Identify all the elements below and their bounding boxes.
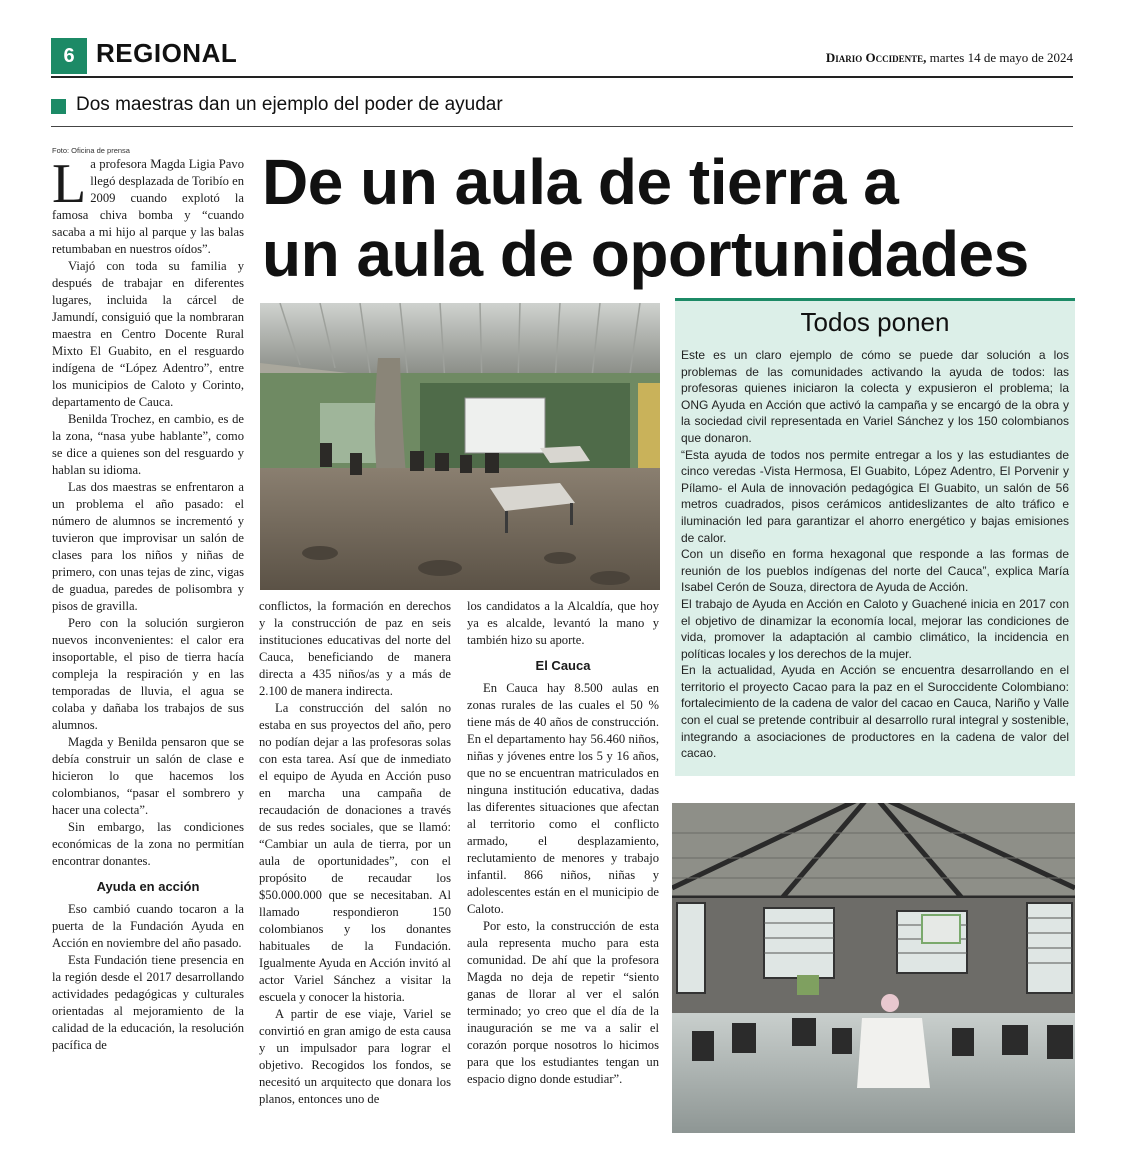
paper-name: Diario Occidente, xyxy=(825,50,927,65)
masthead-dateline xyxy=(826,50,1073,66)
paragraph: Sin embargo, las condiciones económicas de la zona no permitían encontrar donantes. xyxy=(52,820,244,868)
header-rule xyxy=(51,76,1073,78)
drop-cap: L xyxy=(52,153,87,215)
photo-new-classroom xyxy=(672,803,1075,1133)
paragraph-text: a profesora Magda Ligia Pavo llegó desplazada de Toribío en 2009 cuando explotó la famosa chiva bomba y “cuando sacaba a mi hijo al parque y las balas retumbaban en nuestros oídos”. xyxy=(52,157,244,256)
paragraph: Por esto, la construcción de esta aula representa mucho para esta comunidad. De ahí que la profesora Magda no deja de repetir “siento ganas de llorar al ver el salón terminado; yo creo que el día de la inauguración se me va a salir el corazón porque nosotros lo hicimos para que los estudiantes tengan un espacio digno donde estudiar”. xyxy=(467,919,659,1086)
paragraph: En la actualidad, Ayuda en Acción se encuentra desarrollando en el territorio el proyecto Cacao para la paz en el Suroccidente Colombiano: fortalecimiento de la cadena de valor del cacao en Cauca, Nariño y Valle con el cual se pretende contribuir al desarrollo rural integral y sostenible, integrando a asociaciones de productores en la cadena de valor del cacao. xyxy=(681,663,1069,761)
paragraph: Con un diseño en forma hexagonal que responde a las formas de reunión de los pueblos indígenas del norte del Cauca”, explica María Isabel Cerón de Souza, directora de Ayuda de Acción. xyxy=(681,547,1069,595)
kicker-rule xyxy=(51,126,1073,127)
subheading: El Cauca xyxy=(535,658,591,673)
photo-credit: Foto: Oficina de prensa xyxy=(52,146,130,155)
paragraph: Esta Fundación tiene presencia en la región desde el 2017 desarrollando actividades pedagógicas y culturales orientadas al mejoramiento de la calidad de la educación, la resolución pacífica de xyxy=(52,953,244,1052)
paragraph: La construcción del salón no estaba en sus proyectos del año, pero no podían dejar a las profesoras solas con esta tarea. Así que de inmediato el equipo de Ayuda en Acción puso en marcha una campaña de recaudación de donaciones a través de sus redes sociales, que se llamó: “Cambiar un aula de tierra, por un aula de oportunidades”, con el propósito de recaudar los $50.000.000 que se necesitaban. Al llamado respondieron 150 colombianos y los donantes habituales de la Fundación. Igualmente Ayuda en Acción invitó al actor Variel Sánchez a visitar la escuela y conocer la historia. xyxy=(259,701,451,1004)
article-column-3 xyxy=(467,598,659,1088)
section-title: REGIONAL xyxy=(96,38,238,68)
paragraph: Las dos maestras se enfrentaron a un problema el año pasado: el número de alumnos se incrementó y tuvieron que improvisar un salón de clases para los niños y niñas de primero, con unas tejas de zinc, vigas de guadua, paredes de polisombra y pisos de gravilla. xyxy=(52,480,244,613)
paragraph: conflictos, la formación en derechos y la construcción de paz en seis instituciones educativas del norte del Cauca, beneficiando de manera directa a 435 niños/as y a más de 2.100 de manera indirecta. xyxy=(259,599,451,698)
dirt-classroom-illustration xyxy=(260,303,660,590)
paragraph: Eso cambió cuando tocaron a la puerta de la Fundación Ayuda en Acción en noviembre del año pasado. xyxy=(52,902,244,950)
headline-line-1: De un aula de tierra a xyxy=(262,146,899,218)
sidebar-box-title: Todos ponen xyxy=(800,307,950,337)
sidebar-box xyxy=(675,298,1075,776)
paragraph: A partir de ese viaje, Variel se convirtió en gran amigo de esta causa y un impulsador para lograr el objetivo. Recogidos los fondos, se necesitó un arquitecto que donara los planos, entonces uno de xyxy=(259,1007,451,1106)
subheading: Ayuda en acción xyxy=(96,879,200,894)
paragraph xyxy=(52,153,244,258)
article-column-2 xyxy=(259,598,451,1108)
article-column-1 xyxy=(52,153,244,1054)
page-number: 6 xyxy=(51,38,87,74)
headline xyxy=(262,146,1077,290)
photo-dirt-classroom xyxy=(260,303,660,590)
paragraph: Magda y Benilda pensaron que se debía construir un salón de clase e hicieron lo que hacemos los colombianos, “pasar el sombrero y hacer una colecta”. xyxy=(52,735,244,817)
paragraph: Viajó con toda su familia y después de trabajar en diferentes lugares, incluida la cárcel de Jamundí, consiguió que la nombraran maestra en Centro Docente Rural Mixto El Guabito, en el resguardo indígena de “López Adentro”, entre los municipios de Caloto y Corinto, departamento de Cauca. xyxy=(52,259,244,409)
sidebar-box-body xyxy=(681,347,1069,762)
paragraph: Pero con la solución surgieron nuevos inconvenientes: el calor era insoportable, el piso de tierra hacía compleja la respiración y en las temporadas de lluvia, el agua se colaba y dañaba los trabajos de sus alumnos. xyxy=(52,616,244,732)
paragraph: los candidatos a la Alcaldía, que hoy ya es alcalde, levantó la mano y también hizo su aporte. xyxy=(467,599,659,647)
paragraph: Este es un claro ejemplo de cómo se puede dar solución a los problemas de las comunidades activando la ayuda de todos: las profesoras quienes iniciaron la colecta y expusieron el problema; la ONG Ayuda en Acción que activó la campaña y se encargó de la obra y la sociedad civil representada en Variel Sánchez y los 150 colombianos que donaron. xyxy=(681,348,1069,445)
paragraph: En Cauca hay 8.500 aulas en zonas rurales de las cuales el 50 % tiene más de 40 años de construcción. En el departamento hay 56.460 niños, niñas y jóvenes entre los 5 y 16 años, que no se encuentran matriculados en ninguna institución educativa, dadas las diferentes situaciones que afectan al territorio como el conflicto armado, el desplazamiento, reclutamiento de menores y trabajo infantil. 866 niños, niñas y adolescentes están en el municipio de Caloto. xyxy=(467,681,659,916)
new-classroom-illustration xyxy=(672,803,1075,1133)
kicker-square-icon xyxy=(51,99,66,114)
kicker: Dos maestras dan un ejemplo del poder de ayudar xyxy=(76,94,503,115)
paragraph: El trabajo de Ayuda en Acción en Caloto y Guachené inicia en 2017 con el objetivo de dinamizar la economía local, mejorar las condiciones de vida, promover la adaptación al cambio climático, la incidencia en políticas locales y los derechos de la mujer. xyxy=(681,596,1069,661)
paragraph: “Esta ayuda de todos nos permite entregar a los y las estudiantes de cinco veredas -Vista Hermosa, El Guabito, López Adentro, El Porvenir y Pílamo- el Aula de innovación pedagógica El Guabito, un salón de 56 metros cuadrados, pisos cerámicos antideslizantes de alto tráfico e iluminación led para garantizar el ahorro energético y bajas emisiones de calor. xyxy=(681,447,1069,545)
publication-date: martes 14 de mayo de 2024 xyxy=(926,50,1073,65)
headline-line-2: un aula de oportunidades xyxy=(262,218,1029,290)
paragraph: Benilda Trochez, en cambio, es de la zona, “nasa yube hablante”, como se dice a quienes son del resguardo y hablan su idioma. xyxy=(52,412,244,477)
